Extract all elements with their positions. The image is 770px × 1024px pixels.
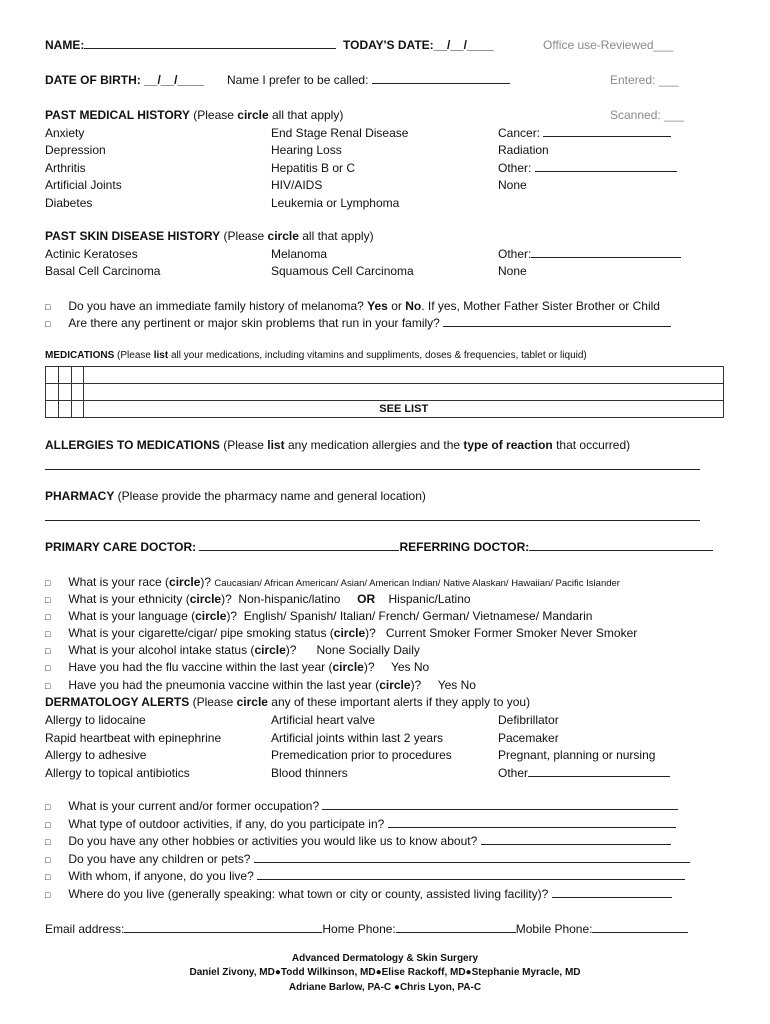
table-cell[interactable] [46,367,59,384]
residence-question[interactable]: □ Where do you live (generally speaking: what town or city or county, assisted living facility)? [45,887,672,901]
alerts-col2 [271,712,452,782]
smoking-question[interactable]: □ What is your cigarette/cigar/ pipe smoking status (circle)? Current Smoker Former Smoker Never Smoker [45,626,638,640]
table-cell[interactable] [58,401,71,418]
past-skin-col1 [45,246,160,281]
checkbox-icon[interactable]: □ [45,663,51,673]
office-scanned: Scanned: ___ [610,108,685,122]
ethnicity-option[interactable]: Hispanic/Latino [388,592,471,606]
flu-options[interactable]: Yes No [390,660,430,674]
list-item[interactable]: Radiation [498,143,549,158]
alerts-col1 [45,712,221,782]
language-question[interactable]: □ What is your language (circle)? English/ Spanish/ Italian/ French/ German/ Vietnamese/ Mandarin [45,609,593,623]
past-skin-col3 [498,246,681,281]
past-medical-col3 [498,125,677,195]
pneumonia-options[interactable]: Yes No [437,678,476,692]
list-item[interactable]: Melanoma [271,247,328,261]
table-cell[interactable] [71,384,84,401]
preferred-name-field[interactable] [227,73,510,87]
see-list-cell[interactable] [84,401,724,418]
smoking-options[interactable]: Current Smoker Former Smoker Never Smoker [385,626,638,640]
past-skin-heading: PAST SKIN DISEASE HISTORY (Please circle all that apply) [45,229,374,243]
table-cell[interactable] [84,367,724,384]
list-item[interactable]: Anxiety [45,126,85,140]
todays-date-label: TODAY'S DATE: [343,38,434,52]
checkbox-icon[interactable]: □ [45,802,51,812]
footer-pas: Adriane Barlow, PA-C ●Chris Lyon, PA-C [288,982,482,993]
list-item[interactable]: Allergy to lidocaine [45,713,146,727]
children-pets-question[interactable]: □ Do you have any children or pets? [45,852,690,866]
list-item[interactable]: Other [498,765,670,783]
list-item[interactable]: Premedication prior to procedures [271,748,452,763]
dob-blank: __/__/____ [144,73,205,87]
list-item[interactable]: None [498,264,527,279]
checkbox-icon[interactable]: □ [45,820,51,830]
ethnicity-question[interactable]: □ What is your ethnicity (circle)? Non-hispanic/latino OR Hispanic/Latino [45,592,471,606]
dob-field[interactable] [45,73,204,87]
ethnicity-option[interactable]: Non-hispanic/latino [238,592,341,606]
name-field[interactable] [45,38,336,52]
live-with-question[interactable]: □ With whom, if anyone, do you live? [45,869,685,883]
table-cell[interactable] [58,384,71,401]
list-item[interactable]: Actinic Keratoses [45,247,138,261]
list-item[interactable]: Depression [45,143,106,158]
past-medical-col1 [45,125,122,212]
table-cell[interactable] [84,384,724,401]
table-row [46,384,724,401]
checkbox-icon[interactable]: □ [45,319,51,329]
alcohol-options[interactable]: None Socially Daily [316,643,420,657]
name-label: NAME: [45,38,85,52]
past-medical-col2 [271,125,408,212]
list-item[interactable]: Pacemaker [498,730,559,745]
occupation-question[interactable]: □ What is your current and/or former occupation? [45,799,678,813]
past-medical-heading: PAST MEDICAL HISTORY (Please circle all that apply) [45,108,344,122]
todays-date-field[interactable] [343,38,494,52]
todays-date-blank: __/__/____ [433,38,494,52]
list-item[interactable]: Cancer: [498,125,677,142]
list-item[interactable]: Artificial heart valve [271,713,376,727]
pneumonia-vaccine-question[interactable]: □ Have you had the pneumonia vaccine within the last year (circle)? Yes No [45,678,476,692]
checkbox-icon[interactable]: □ [45,837,51,847]
table-cell[interactable] [71,401,84,418]
checkbox-icon[interactable]: □ [45,302,51,312]
table-row [46,401,724,418]
email-field[interactable]: Email address: [45,922,322,936]
list-item[interactable]: Squamous Cell Carcinoma [271,264,414,279]
list-item[interactable]: Rapid heartbeat with epinephrine [45,730,222,745]
flu-vaccine-question[interactable]: □ Have you had the flu vaccine within the last year (circle)? Yes No [45,660,430,674]
mobile-phone-field[interactable]: Mobile Phone: [516,922,689,936]
dob-label: DATE OF BIRTH: [45,73,141,87]
list-item[interactable]: Pregnant, planning or nursing [498,748,656,763]
checkbox-icon[interactable]: □ [45,872,51,882]
list-item[interactable]: Leukemia or Lymphoma [271,195,400,210]
checkbox-icon[interactable]: □ [45,629,51,639]
race-options[interactable]: Caucasian/ African American/ Asian/ American Indian/ Native Alaskan/ Hawaiian/ Pacific Islander [214,578,620,589]
contact-row [45,922,688,936]
footer-practice-name: Advanced Dermatology & Skin Surgery [291,953,479,964]
referring-doctor-field[interactable]: REFERRING DOCTOR: [399,540,713,554]
list-item[interactable]: Other: [498,160,677,177]
list-item[interactable]: Artificial joints within last 2 years [271,730,444,745]
checkbox-icon[interactable]: □ [45,612,51,622]
alerts-col3 [498,712,670,782]
list-item[interactable]: Other: [498,246,681,263]
checkbox-icon[interactable]: □ [45,578,51,588]
list-item[interactable]: None [498,178,527,193]
list-item[interactable]: Hepatitis B or C [271,160,356,175]
doctors-row [45,540,713,554]
hobbies-question[interactable]: □ Do you have any other hobbies or activities you would like us to know about? [45,834,671,848]
checkbox-icon[interactable]: □ [45,595,51,605]
home-phone-field[interactable]: Home Phone: [322,922,515,936]
outdoor-activities-question[interactable]: □ What type of outdoor activities, if any, do you participate in? [45,817,676,831]
see-list-label: SEE LIST [379,403,429,415]
alerts-heading: DERMATOLOGY ALERTS (Please circle any of these important alerts if they apply to you) [45,695,531,709]
checkbox-icon[interactable]: □ [45,681,51,691]
allergies-heading: ALLERGIES TO MEDICATIONS (Please list any medication allergies and the type of reaction that occurred) [45,438,631,452]
table-cell[interactable] [46,401,59,418]
preferred-name-label: Name I prefer to be called: [227,73,369,87]
list-item[interactable]: Basal Cell Carcinoma [45,264,161,279]
pharmacy-input-line[interactable] [45,520,700,521]
pharmacy-heading: PHARMACY (Please provide the pharmacy name and general location) [45,489,426,503]
medications-heading: MEDICATIONS (Please list all your medications, including vitamins and suppliments, doses & frequencies, tablet or liquid) [45,350,587,361]
medications-table [45,366,724,418]
checkbox-icon[interactable]: □ [45,855,51,865]
race-question[interactable]: □ What is your race (circle)? Caucasian/ African American/ Asian/ American Indian/ Native Alaskan/ Hawaiian/ Pacific Islander [45,575,620,589]
list-item[interactable]: Artificial Joints [45,178,122,193]
language-options[interactable]: English/ Spanish/ Italian/ French/ German/ Vietnamese/ Mandarin [243,609,593,623]
footer-doctors: Daniel Zivony, MD●Todd Wilkinson, MD●Elise Rackoff, MD●Stephanie Myracle, MD [189,967,581,978]
list-item[interactable]: Allergy to adhesive [45,748,147,763]
family-skin-problems-question[interactable]: □ Are there any pertinent or major skin problems that run in your family? [45,316,671,330]
list-item[interactable]: HIV/AIDS [271,178,323,193]
list-item[interactable]: Diabetes [45,195,93,210]
list-item[interactable]: Defibrillator [498,713,559,727]
checkbox-icon[interactable]: □ [45,646,51,656]
list-item[interactable]: Allergy to topical antibiotics [45,765,190,780]
past-skin-col2 [271,246,414,281]
checkbox-icon[interactable]: □ [45,890,51,900]
allergies-input-line[interactable] [45,469,700,470]
table-cell[interactable] [58,367,71,384]
list-item[interactable]: Hearing Loss [271,143,342,158]
list-item[interactable]: Arthritis [45,160,86,175]
table-cell[interactable] [71,367,84,384]
family-melanoma-question[interactable]: □ Do you have an immediate family history of melanoma? Yes or No. If yes, Mother Father Sister Brother or Child [45,299,660,313]
table-cell[interactable] [46,384,59,401]
office-reviewed: Office use-Reviewed___ [543,38,674,52]
office-entered: Entered: ___ [610,73,679,87]
primary-care-field[interactable]: PRIMARY CARE DOCTOR: [45,540,399,554]
list-item[interactable]: End Stage Renal Disease [271,126,409,140]
list-item[interactable]: Blood thinners [271,765,348,780]
alcohol-question[interactable]: □ What is your alcohol intake status (circle)? None Socially Daily [45,643,420,657]
table-row [46,367,724,384]
